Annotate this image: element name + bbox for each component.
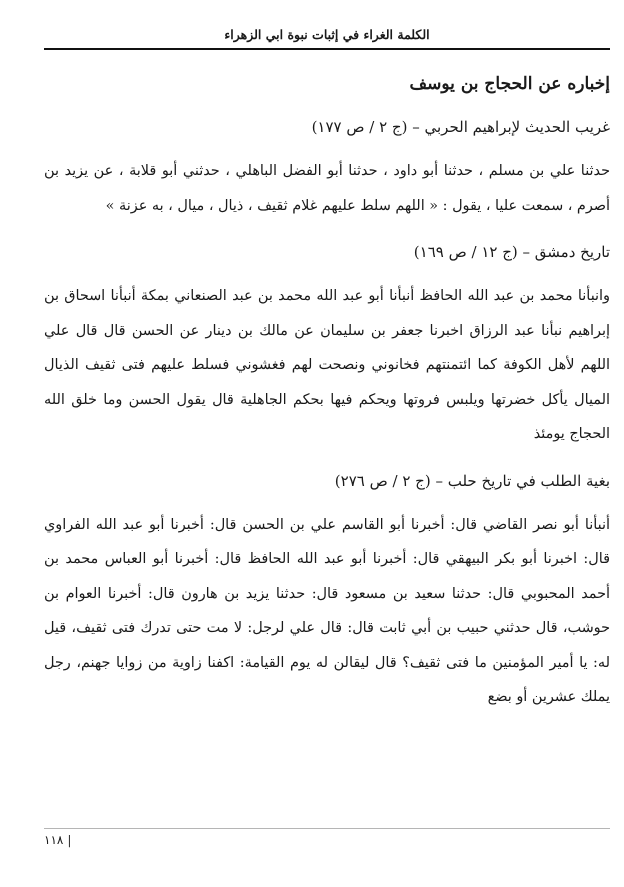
page-number [44,833,71,847]
page-content [44,66,610,727]
section-heading: إخباره عن الحجاج بن يوسف [409,74,610,94]
page-number-separator: | [67,833,72,847]
footer-divider [44,828,610,829]
hadith-text: حدثنا علي بن مسلم ، حدثنا أبو داود ، حدثنا أبو الفضل الباهلي ، حدثني أبو قلابة ، عن يزيد بن أصرم ، سمعت عليا ، يقول : « اللهم سلط عليهم غلام ثقيف ، ذيال ، ميال ، به عزنة » [44,163,610,214]
source-citation: بغية الطلب في تاريخ حلب – (ج ٢ / ص ٢٧٦) [334,471,610,490]
hadith-text: وانبأنا محمد بن عبد الله الحافظ أنبأنا أبو عبد الله محمد بن عبد الصنعاني بمكة أنبأنا اسحاق بن إبراهيم نبأنا عبد الرزاق اخبرنا جعفر بن سليمان عن مالك بن دينار عن الحسن قال قال علي اللهم لأهل الكوفة كما ائتمنتهم فخانوني ونصحت لهم فغشوني فسلط عليهم فتى ثقيف الذيال الميال يأكل خضرتها ويلبس فروتها ويحكم فيها بحكم الجاهلية قال يقول الحسن وما خلق الله الحجاج يومئذ [44,288,610,442]
book-title: الكلمة الغراء في إثبات نبوة ابي الزهراء [224,27,430,42]
header-divider [44,48,610,50]
hadith-text: أنبأنا أبو نصر القاضي قال: أخبرنا أبو القاسم علي بن الحسن قال: أخبرنا أبو عبد الله الفراوي قال: اخبرنا أبو بكر البيهقي قال: أخبرنا أبو عبد الله الحافظ قال: أخبرنا أبو العباس محمد بن أحمد المحبوبي قال: حدثنا سعيد بن مسعود قال: حدثنا يزيد بن هارون قال: أخبرنا العوام بن حوشب، قال حدثني حبيب بن أبي ثابت قال: قال علي لرجل: لا مت حتى تدرك فتى ثقيف، قيل له: يا أمير المؤمنين ما فتى ثقيف؟ قال ليقالن له يوم القيامة: اكفنا زاوية من زوايا جهنم، رجل يملك عشرين أو بضع [44,516,610,705]
page-number-value: ١١٨ [44,833,64,847]
source-citation: غريب الحديث لإبراهيم الحربي – (ج ٢ / ص ١٧٧) [311,118,610,136]
source-citation: تاريخ دمشق – (ج ١٢ / ص ١٦٩) [413,243,610,261]
